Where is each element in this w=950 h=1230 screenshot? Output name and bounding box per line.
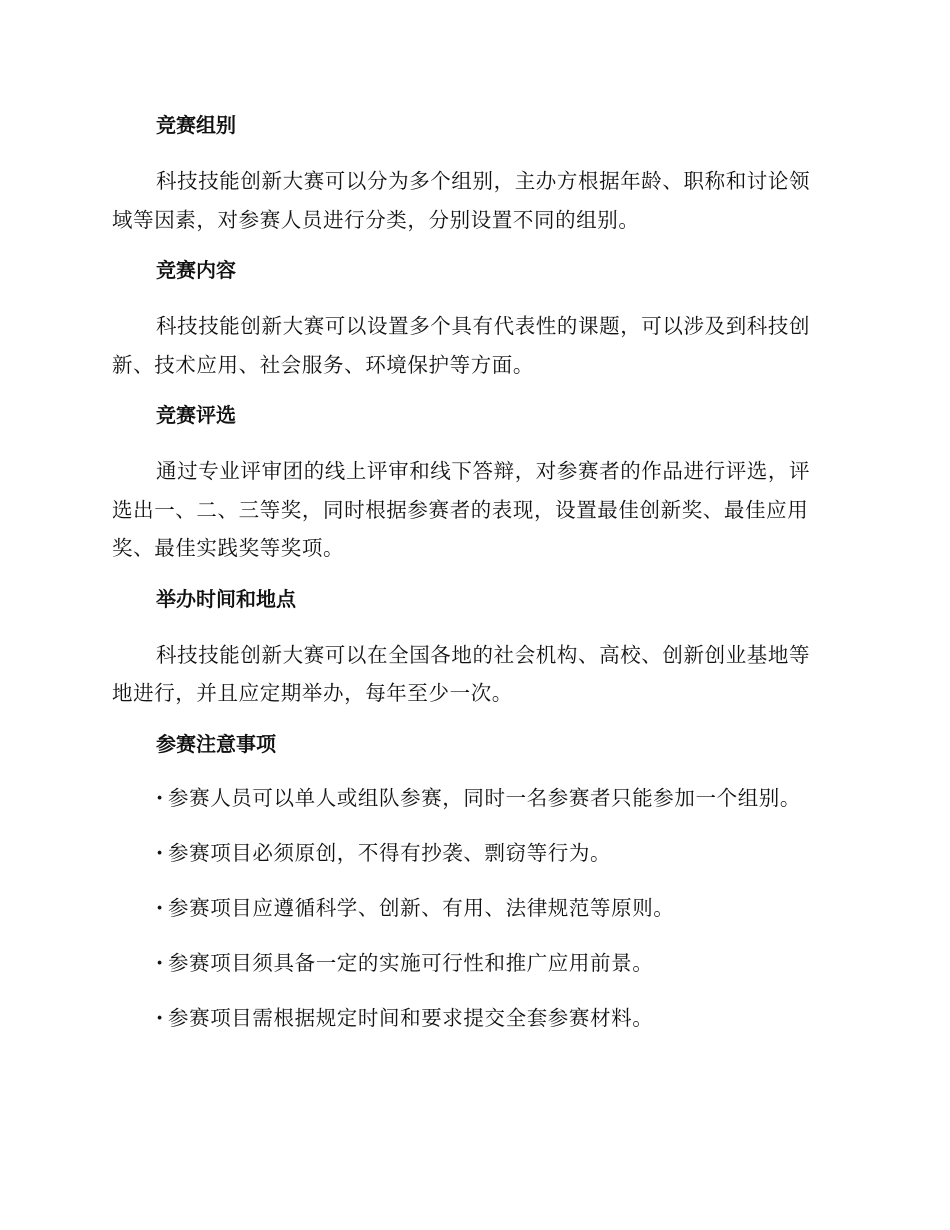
notes-item-text: 参赛项目须具备一定的实施可行性和推广应用前景。 <box>168 950 654 975</box>
notes-item <box>112 946 830 980</box>
notes-item-text: 参赛人员可以单人或组队参赛，同时一名参赛者只能参加一个组别。 <box>168 785 801 810</box>
bullet-dot-icon: · <box>156 1005 164 1030</box>
document-body <box>112 108 830 1056</box>
section-paragraph-judging: 通过专业评审团的线上评审和线下答辩，对参赛者的作品进行评选，评选出一、二、三等奖，同时根据参赛者的表现，设置最佳创新奖、最佳应用奖、最佳实践奖等奖项。 <box>112 459 811 560</box>
notes-item-text: 参赛项目必须原创，不得有抄袭、剽窃等行为。 <box>168 840 612 865</box>
notes-item <box>112 1001 830 1035</box>
notes-item <box>112 891 830 925</box>
section-heading-judging: 竞赛评选 <box>156 403 236 427</box>
notes-item-text: 参赛项目应遵循科学、创新、有用、法律规范等原则。 <box>168 895 675 920</box>
notes-item-text: 参赛项目需根据规定时间和要求提交全套参赛材料。 <box>168 1005 654 1030</box>
section-heading-groups: 竞赛组别 <box>156 113 236 137</box>
notes-item <box>112 836 830 870</box>
notes-heading: 参赛注意事项 <box>156 731 276 756</box>
bullet-dot-icon: · <box>156 840 164 865</box>
section-heading-time-location: 举办时间和地点 <box>156 586 296 611</box>
section-paragraph-content: 科技技能创新大赛可以设置多个具有代表性的课题，可以涉及到科技创新、技术应用、社会服务、环境保护等方面。 <box>112 314 811 377</box>
bullet-dot-icon: · <box>156 895 164 920</box>
section-paragraph-groups: 科技技能创新大赛可以分为多个组别，主办方根据年龄、职称和讨论领域等因素，对参赛人员进行分类，分别设置不同的组别。 <box>112 169 811 232</box>
bullet-dot-icon: · <box>156 950 164 975</box>
section-paragraph-time-location: 科技技能创新大赛可以在全国各地的社会机构、高校、创新创业基地等地进行，并且应定期举办，每年至少一次。 <box>112 642 811 705</box>
notes-item <box>112 781 830 815</box>
bullet-dot-icon: · <box>156 785 164 810</box>
section-heading-content: 竞赛内容 <box>156 258 236 282</box>
